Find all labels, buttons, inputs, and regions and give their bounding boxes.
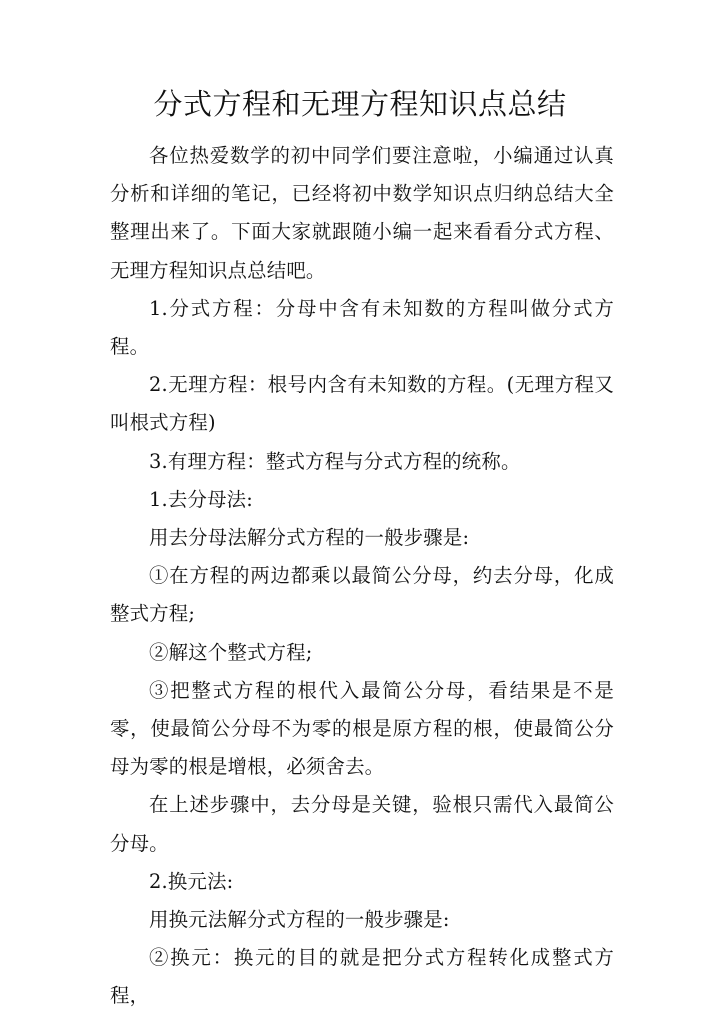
paragraph-method-2-steps-intro: 用换元法解分式方程的一般步骤是: (149, 908, 450, 932)
paragraph-step-note: 在上述步骤中，去分母是关键，验根只需代入最简公分母。 (110, 793, 614, 855)
paragraph-intro: 各位热爱数学的初中同学们要注意啦，小编通过认真分析和详细的笔记，已经将初中数学知识点归纳总结大全整理出来了。下面大家就跟随小编一起来看看分式方程、无理方程知识点总结吧。 (110, 144, 614, 282)
document-title: 分式方程和无理方程知识点总结 (153, 87, 567, 121)
paragraph-step-3: ③把整式方程的根代入最简公分母，看结果是不是零，使最简公分母不为零的根是原方程的根，使最简公分母为零的根是增根，必须舍去。 (110, 678, 614, 779)
document-body (110, 137, 614, 1016)
paragraph-step-1: ①在方程的两边都乘以最简公分母，约去分母，化成整式方程; (110, 564, 614, 626)
paragraph-definition-irrational: 2.无理方程：根号内含有未知数的方程。(无理方程又叫根式方程) (110, 373, 614, 435)
paragraph-definition-rational: 3.有理方程：整式方程与分式方程的统称。 (149, 449, 521, 473)
paragraph-definition-fractional: 1.分式方程：分母中含有未知数的方程叫做分式方程。 (110, 296, 614, 359)
paragraph-method-1-steps-intro: 用去分母法解分式方程的一般步骤是: (149, 526, 470, 550)
paragraph-step-2: ②解这个整式方程; (149, 640, 313, 664)
paragraph-method-heading-2: 2.换元法: (149, 869, 234, 893)
paragraph-substitution-step: ②换元：换元的目的就是把分式方程转化成整式方程， (110, 946, 614, 1008)
paragraph-method-heading-1: 1.去分母法: (149, 487, 253, 511)
